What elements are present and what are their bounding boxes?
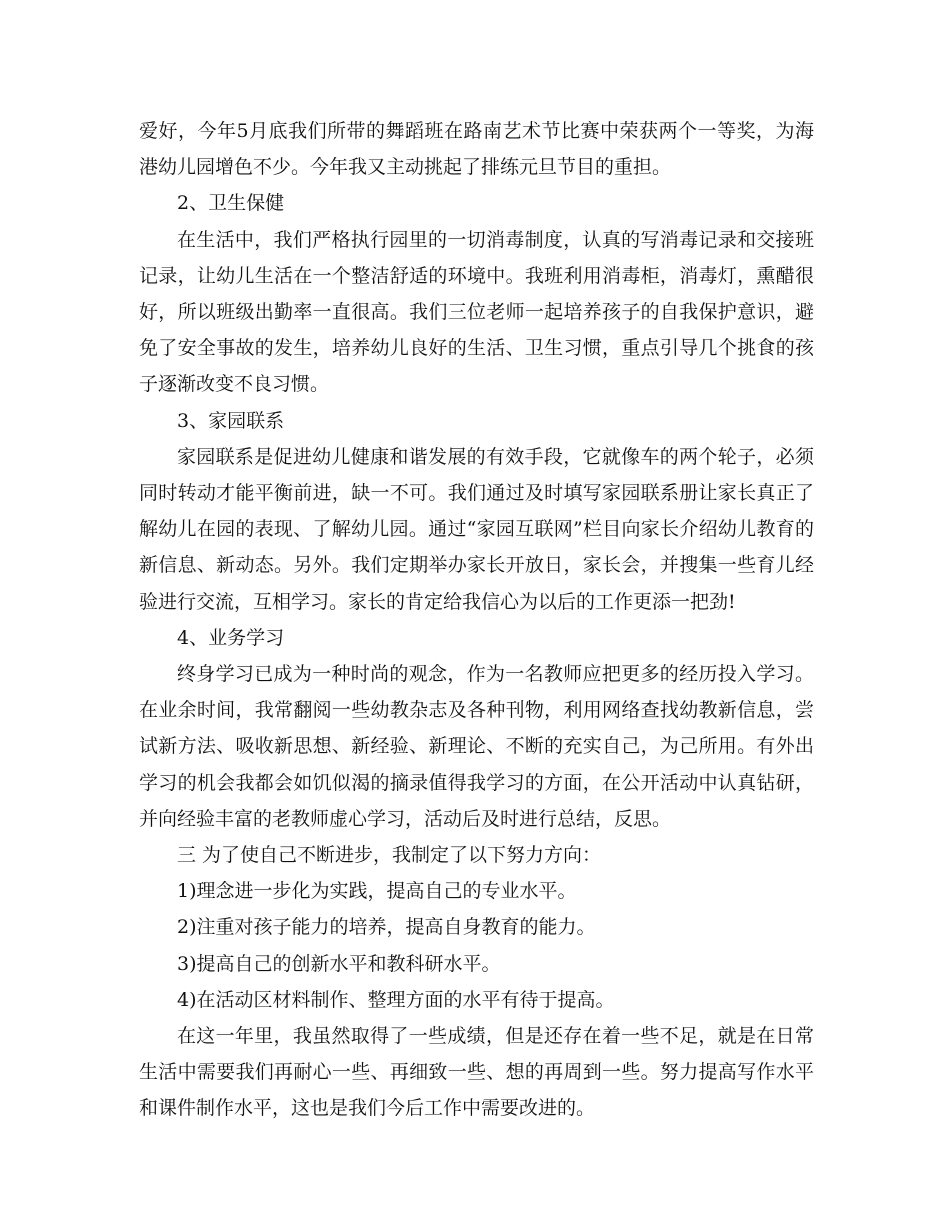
section-heading-study: 4、业务学习	[177, 626, 285, 649]
section-heading-home-school: 3、家园联系	[177, 409, 285, 432]
section-heading-hygiene: 2、卫生保健	[177, 192, 285, 215]
paragraph-hygiene: 在生活中，我们严格执行园里的一切消毒制度，认真的写消毒记录和交接班记录，让幼儿生活在一个整洁舒适的环境中。我班利用消毒柜，消毒灯，熏醋很好，所以班级出勤率一直很高。我们三位老师一起培养孩子的自我保护意识，避免了安全事故的发生，培养幼儿良好的生活、卫生习惯，重点引导几个挑食的孩子逐渐改变不良习惯。	[139, 228, 814, 396]
list-item-goal-4: 4)在活动区材料制作、整理方面的水平有待于提高。	[177, 988, 615, 1011]
list-item-goal-2: 2)注重对孩子能力的培养，提高自身教育的能力。	[177, 916, 596, 939]
paragraph-conclusion: 在这一年里，我虽然取得了一些成绩，但是还存在着一些不足，就是在日常生活中需要我们再耐心一些、再细致一些、想的再周到一些。努力提高写作水平和课件制作水平，这也是我们今后工作中需要改进的。	[139, 1025, 814, 1120]
section-heading-goals: 三 为了使自己不断进步，我制定了以下努力方向：	[177, 844, 602, 867]
document-body	[139, 113, 814, 1127]
paragraph-study: 终身学习已成为一种时尚的观念，作为一名教师应把更多的经历投入学习。在业余时间，我常翻阅一些幼教杂志及各种刊物，利用网络查找幼教新信息，尝试新方法、吸收新思想、新经验、新理论、不断的充实自己，为己所用。有外出学习的机会我都会如饥似渴的摘录值得我学习的方面，在公开活动中认真钻研，并向经验丰富的老教师虚心学习，活动后及时进行总结，反思。	[139, 663, 814, 830]
list-item-goal-1: 1)理念进一步化为实践，提高自己的专业水平。	[177, 880, 577, 903]
paragraph-continuation: 爱好，今年5月底我们所带的舞蹈班在路南艺术节比赛中荣获两个一等奖，为海港幼儿园增色不少。今年我又主动挑起了排练元旦节目的重担。	[139, 120, 814, 179]
list-item-goal-3: 3)提高自己的创新水平和教科研水平。	[177, 952, 501, 975]
paragraph-home-school: 家园联系是促进幼儿健康和谐发展的有效手段，它就像车的两个轮子，必须同时转动才能平衡前进，缺一不可。我们通过及时填写家园联系册让家长真正了解幼儿在园的表现、了解幼儿园。通过“家园互联网”栏目向家长介绍幼儿教育的新信息、新动态。另外。我们定期举办家长开放日，家长会，并搜集一些育儿经验进行交流，互相学习。家长的肯定给我信心为以后的工作更添一把劲!	[139, 445, 814, 613]
